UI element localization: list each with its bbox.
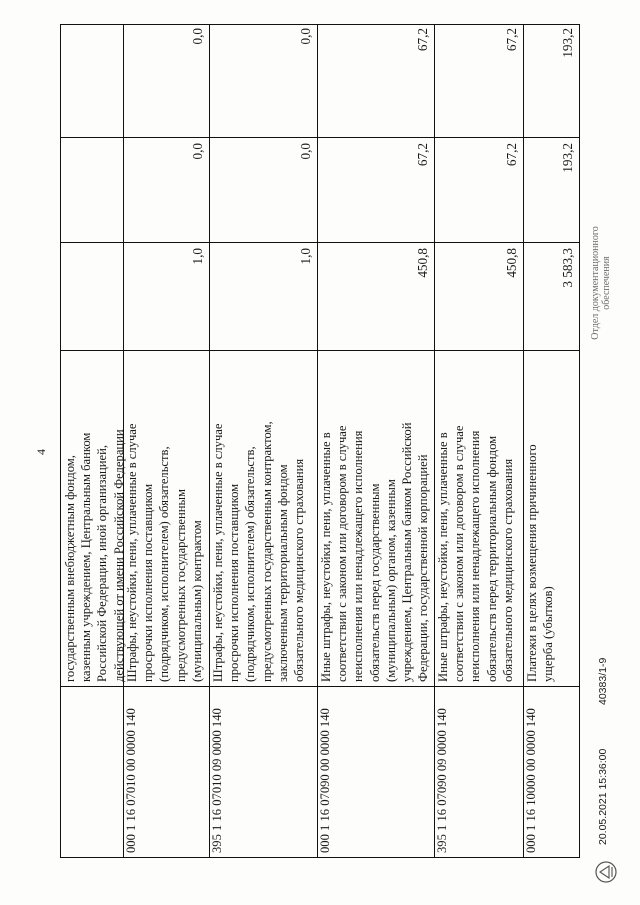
row-code: 000 1 16 07010 00 0000 140 <box>124 708 138 853</box>
column-divider <box>61 242 579 243</box>
row-code: 395 1 16 07090 09 0000 140 <box>435 708 449 853</box>
row-value-col1: 1,0 <box>190 248 205 265</box>
org-logo-icon <box>593 859 619 885</box>
row-value-col3: 67,2 <box>415 28 430 52</box>
row-value-col2: 67,2 <box>504 143 519 167</box>
row-value-col1: 450,8 <box>504 248 519 278</box>
row-value-col2: 67,2 <box>415 143 430 167</box>
row-value-col3 <box>103 23 123 138</box>
row-description: Иные штрафы, неустойки, пени, уплаченные в соответствии с законом или договором в случае неисполнения или ненадлежащего исполнения обязательств перед государственным (муниципальным) органом, казенным учреждением, Центральным банком Российской Федерации, государственной корпорацией <box>319 422 431 682</box>
row-value-col1: 1,0 <box>298 248 313 265</box>
row-value-col2 <box>103 138 123 243</box>
page-number: 4 <box>34 449 48 455</box>
doc-table <box>60 24 580 858</box>
row-description: государственным внебюджетным фондом, казенным учреждением, Центральным банком Российской Федерации, иной организацией, действующей от имени Российской Федерации <box>63 429 126 682</box>
column-divider <box>61 137 579 138</box>
row-value-col2: 193,2 <box>560 143 575 173</box>
row-code: 395 1 16 07010 09 0000 140 <box>210 708 224 853</box>
row-value-col3: 193,2 <box>560 28 575 58</box>
row-code <box>62 687 124 857</box>
row-description: Иные штрафы, неустойки, пени, уплаченные в соответствии с законом или договором в случае неисполнения или ненадлежащего исполнения обязательств перед территориальным фондом обязательного медицинского страхования <box>436 425 515 682</box>
row-code: 000 1 16 07090 00 0000 140 <box>318 708 332 853</box>
row-value-col1: 450,8 <box>415 248 430 278</box>
row-value-col3: 0,0 <box>190 28 205 45</box>
document-number: 40383/1-9 <box>597 657 609 705</box>
row-description: Штрафы, неустойки, пени, уплаченные в случае просрочки исполнения поставщиком (подрядчиком, исполнителем) обязательств, предусмотренных государственным (муниципальным) контрактом <box>125 423 204 682</box>
row-value-col2: 0,0 <box>298 143 313 160</box>
row-value-col1 <box>103 243 123 351</box>
row-value-col3: 0,0 <box>298 28 313 45</box>
row-value-col2: 0,0 <box>190 143 205 160</box>
department-stamp: Отдел документационного обеспечения <box>590 226 612 340</box>
row-value-col3: 67,2 <box>504 28 519 52</box>
row-value-col1: 3 583,3 <box>560 248 575 288</box>
print-timestamp: 20.05.2021 15:36:00 <box>597 748 609 845</box>
row-description: Платежи в целях возмещения причиненного ущерба (убытков) <box>525 444 556 682</box>
row-code: 000 1 16 10000 00 0000 140 <box>524 708 538 853</box>
row-description: Штрафы, неустойки, пени, уплаченные в случае просрочки исполнения поставщиком (подрядчиком, исполнителем) обязательств, предусмотренных государственным контрактом, заключенным территориальным фондом обязательного медицинского страхования <box>211 421 307 682</box>
